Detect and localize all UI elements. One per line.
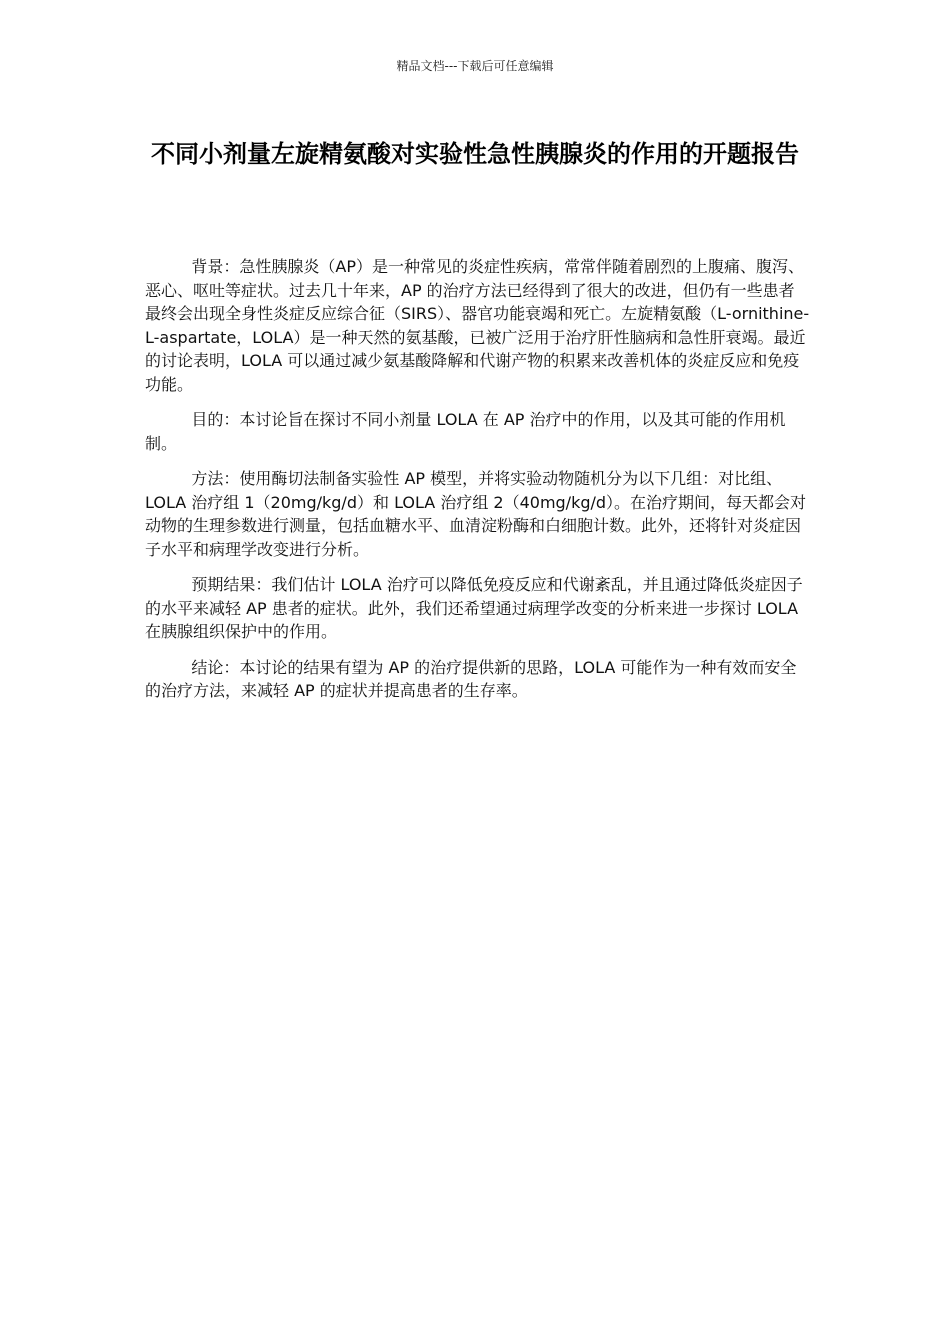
paragraph-conclusion: 结论：本讨论的结果有望为 AP 的治疗提供新的思路，LOLA 可能作为一种有效而安全的治疗方法，来减轻 AP 的症状并提高患者的生存率。 — [145, 657, 797, 700]
paragraph-objective: 目的：本讨论旨在探讨不同小剂量 LOLA 在 AP 治疗中的作用，以及其可能的作用机制。 — [145, 410, 786, 453]
paragraph-expected-results: 预期结果：我们估计 LOLA 治疗可以降低免疫反应和代谢紊乱，并且通过降低炎症因子的水平来减轻 AP 患者的症状。此外，我们还希望通过病理学改变的分析来进一步探讨 LOLA 在胰腺组织保护中的作用。 — [145, 575, 803, 641]
paragraph-methods: 方法：使用酶切法制备实验性 AP 模型，并将实验动物随机分为以下几组：对比组、LOLA 治疗组 1（20mg/kg/d）和 LOLA 治疗组 2（40mg/kg/d）。在治疗期间，每天都会对动物的生理参数进行测量，包括血糖水平、血清淀粉酶和白细胞计数。此外，还将针对炎症因子水平和病理学改变进行分析。 — [145, 469, 807, 559]
document-body — [145, 255, 810, 715]
document-title: 不同小剂量左旋精氨酸对实验性急性胰腺炎的作用的开题报告 — [151, 140, 799, 168]
page-header: 精品文档---下载后可任意编辑 — [396, 59, 554, 73]
paragraph-background: 背景：急性胰腺炎（AP）是一种常见的炎症性疾病，常常伴随着剧烈的上腹痛、腹泻、恶心、呕吐等症状。过去几十年来，AP 的治疗方法已经得到了很大的改进，但仍有一些患者最终会出现全身性炎症反应综合征（SIRS）、器官功能衰竭和死亡。左旋精氨酸（L-ornithine-L-aspartate，LOLA）是一种天然的氨基酸，已被广泛用于治疗肝性脑病和急性肝衰竭。最近的讨论表明，LOLA 可以通过减少氨基酸降解和代谢产物的积累来改善机体的炎症反应和免疫功能。 — [145, 257, 810, 394]
